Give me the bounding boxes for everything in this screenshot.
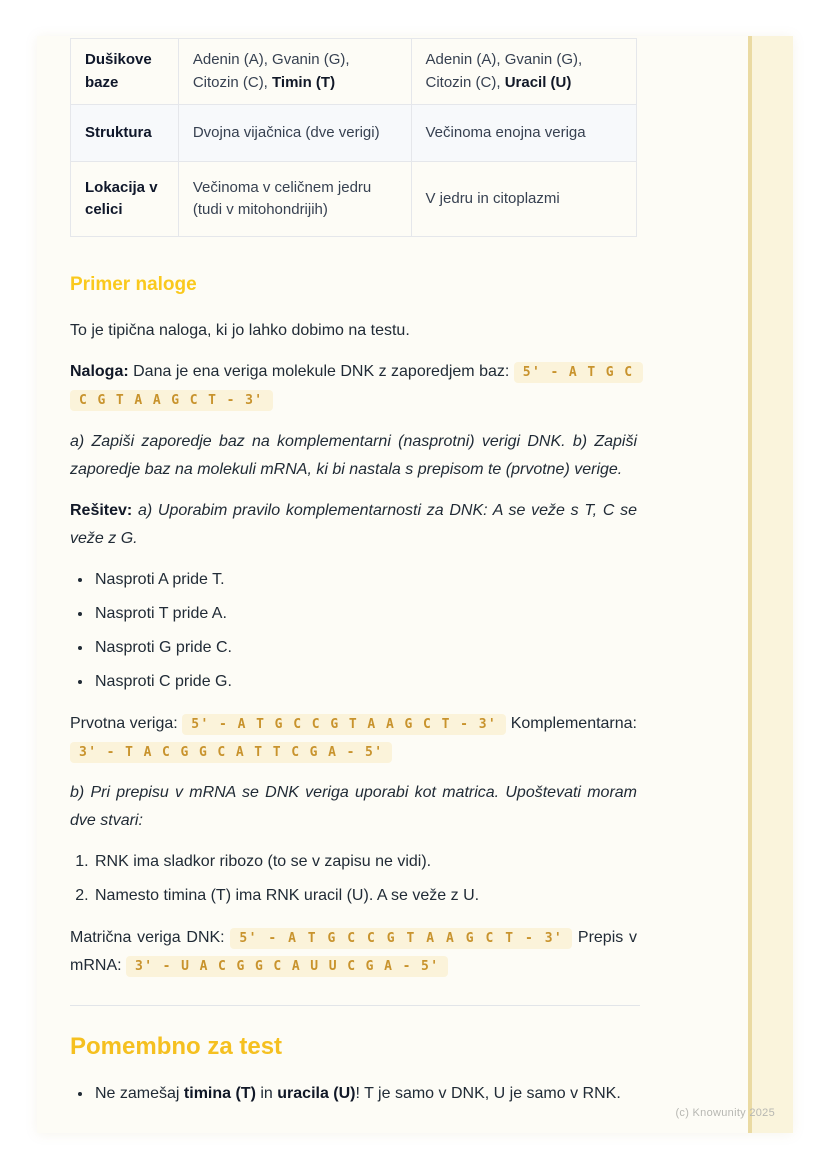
text-run: Večinoma enojna veriga — [425, 123, 586, 141]
paragraph-prvotna-veriga — [70, 710, 637, 767]
dna-sequence-chip: 5' - A T G C C G T A A G C T - 3' — [70, 362, 643, 411]
text-run: Naloga: — [70, 363, 129, 380]
table-cell — [411, 39, 637, 105]
text-run: Matrična veriga DNK: — [70, 929, 231, 947]
page-accent-stripe — [748, 36, 793, 1133]
watermark-text: (c) Knowunity 2025 — [675, 1107, 775, 1119]
test-tips-list — [70, 1080, 637, 1108]
list-item — [93, 566, 637, 594]
text-run: in — [255, 1084, 278, 1102]
paragraph-intro: To je tipična naloga, ki jo lahko dobimo na testu. — [70, 322, 410, 339]
dna-sequence-chip: 3' - T A C G G C A T T C G A - 5' — [70, 742, 392, 763]
text-run: Ne zamešaj — [95, 1084, 184, 1102]
text-run: Adenin (A), Gvanin (G), Citozin (C), — [425, 51, 583, 91]
text-run: Prepis v mRNA: — [70, 929, 637, 975]
table-cell — [411, 105, 637, 162]
section-heading-primer-naloge: Primer naloge — [70, 274, 197, 295]
table-cell — [178, 39, 411, 105]
table-cell — [411, 162, 637, 237]
paragraph-subtasks: a) Zapiši zaporedje baz na komplementarni (nasprotni) verigi DNK. b) Zapiši zaporedje baz na molekuli mRNA, ki bi nastala s prepisom te (prvotne) verige. — [70, 432, 637, 478]
table-row — [71, 39, 637, 105]
text-run: Uracil (U) — [504, 73, 572, 91]
dna-sequence-chip: 3' - U A C G G C A U U C G A - 5' — [126, 956, 448, 977]
text-run: Nasproti T pride A. — [95, 604, 227, 622]
table-row — [71, 105, 637, 162]
table-row-label: Lokacija v celici — [71, 162, 179, 237]
text-run: Dana je ena veriga molekule DNK z zaporedjem baz: — [128, 363, 514, 380]
dna-sequence-chip: 5' - A T G C C G T A A G C T - 3' — [182, 714, 506, 735]
text-run: Namesto timina (T) ima RNK uracil (U). A se veže z U. — [95, 887, 480, 905]
text-run: Dvojna vijačnica (dve verigi) — [192, 123, 380, 141]
text-run: uracila (U) — [277, 1084, 356, 1102]
table-row-label: Struktura — [71, 105, 179, 162]
paragraph-matricna-veriga — [70, 924, 637, 981]
text-run: Timin (T) — [272, 73, 336, 91]
text-run: V jedru in citoplazmi — [425, 189, 560, 207]
dnk-rnk-comparison-table — [70, 38, 637, 237]
dna-sequence-chip: 5' - A T G C C G T A A G C T - 3' — [230, 928, 572, 949]
text-run: Adenin (A), Gvanin (G), Citozin (C), — [192, 51, 350, 91]
text-run: Komplementarna: — [506, 714, 638, 732]
document-page — [37, 36, 793, 1133]
mrna-notes-list — [70, 848, 637, 910]
table-row — [71, 162, 637, 237]
text-run: Nasproti A pride T. — [95, 570, 225, 588]
text-run: Večinoma v celičnem jedru (tudi v mitohondrijih) — [192, 178, 372, 218]
list-item — [93, 1080, 637, 1108]
text-run: ! T je samo v DNK, U je samo v RNK. — [355, 1084, 621, 1102]
section-heading-pomembno-za-test: Pomembno za test — [70, 1032, 283, 1060]
paragraph-b-intro: b) Pri prepisu v mRNA se DNK veriga uporabi kot matrica. Upoštevati moram dve stvari: — [70, 784, 637, 830]
paragraph-resitev — [70, 497, 637, 553]
table-row-label: Dušikove baze — [71, 39, 179, 105]
table-cell — [178, 105, 411, 162]
list-item — [93, 634, 637, 662]
text-run: Nasproti G pride C. — [95, 638, 232, 656]
table-cell — [178, 162, 411, 237]
list-item — [93, 600, 637, 628]
text-run: a) Uporabim pravilo komplementarnosti za DNK: A se veže s T, C se veže z G. — [70, 501, 637, 547]
text-run: timina (T) — [183, 1084, 256, 1102]
complement-rules-list — [70, 566, 637, 696]
list-item — [93, 848, 637, 876]
text-run: Nasproti C pride G. — [95, 672, 232, 690]
section-divider — [70, 1005, 640, 1006]
list-item — [93, 882, 637, 910]
page-content — [70, 36, 637, 1122]
text-run: RNK ima sladkor ribozo (to se v zapisu ne vidi). — [95, 853, 432, 871]
paragraph-naloga — [70, 358, 637, 415]
text-run: Rešitev: — [70, 501, 133, 519]
text-run: Prvotna veriga: — [70, 714, 183, 732]
list-item — [93, 668, 637, 696]
